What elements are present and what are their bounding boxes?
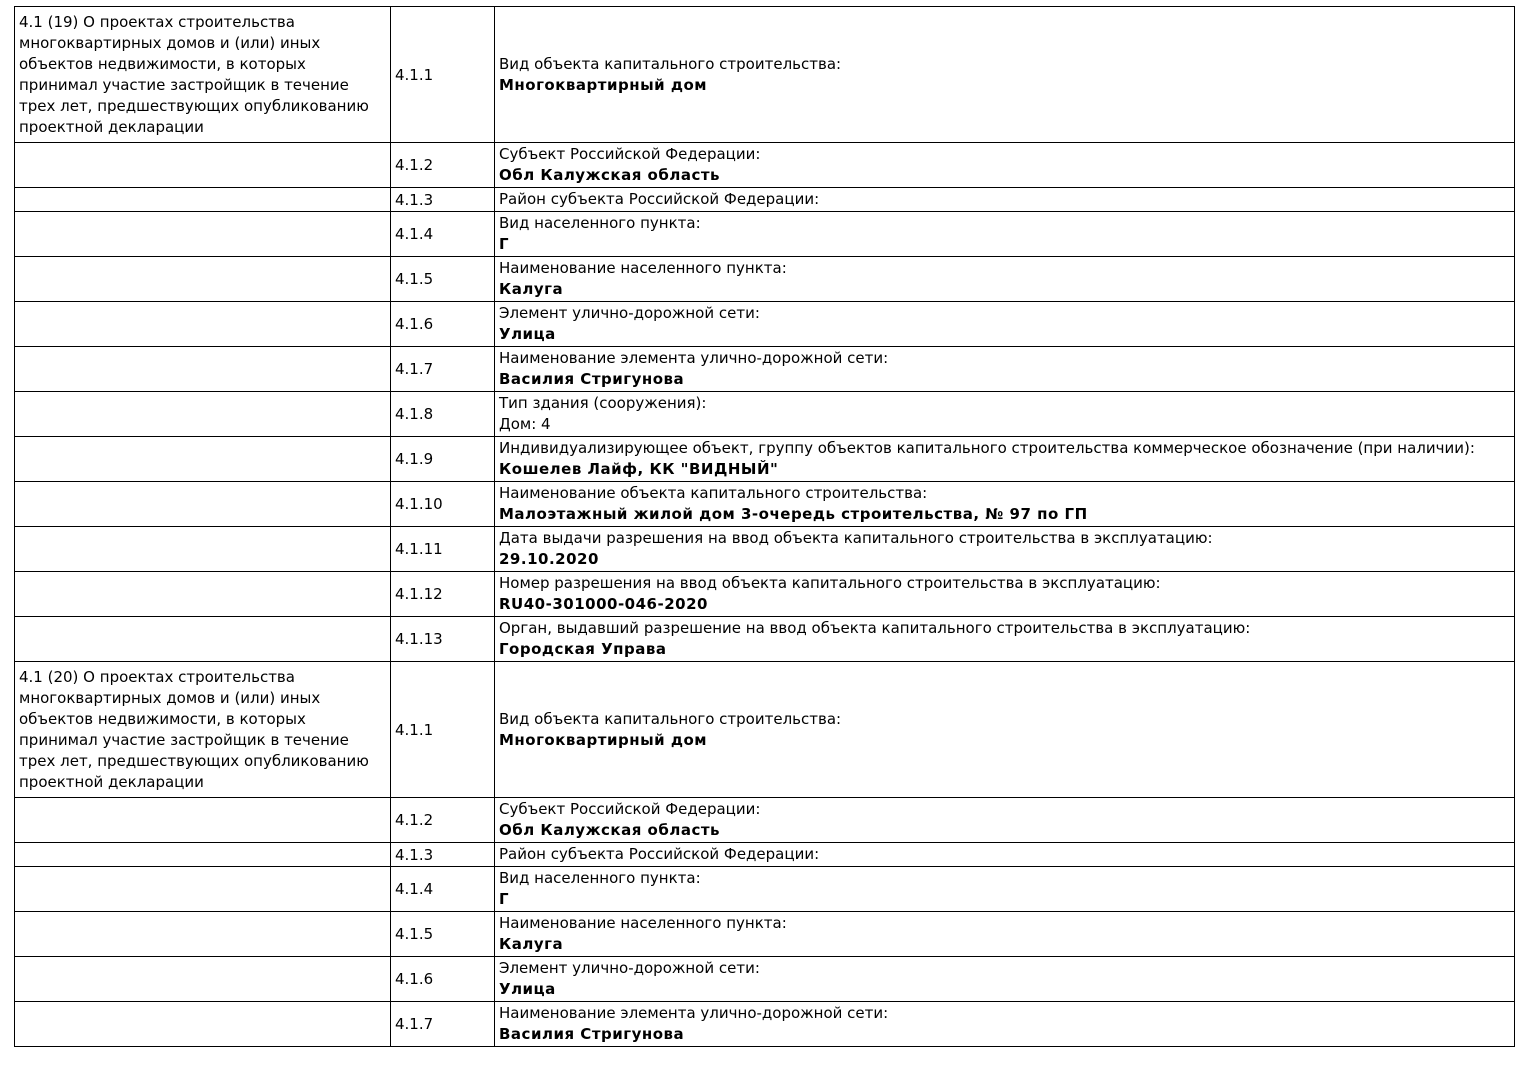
field-value: Дом: 4 — [499, 415, 551, 433]
section-title-empty-cell — [15, 867, 391, 912]
table-row — [15, 867, 1515, 912]
table-row — [15, 912, 1515, 957]
row-code-cell: 4.1.9 — [391, 437, 495, 482]
field-value: Г — [499, 890, 510, 908]
field-value: 29.10.2020 — [499, 550, 599, 568]
row-code-cell: 4.1.13 — [391, 617, 495, 662]
field-value: Улица — [499, 325, 556, 343]
section-title-empty-cell — [15, 212, 391, 257]
section-title-empty-cell — [15, 617, 391, 662]
section-title-empty-cell — [15, 482, 391, 527]
table-row — [15, 347, 1515, 392]
row-content-cell — [495, 527, 1515, 572]
project-declaration-table — [14, 6, 1515, 1047]
row-code-cell: 4.1.3 — [391, 843, 495, 867]
table-row — [15, 188, 1515, 212]
row-content-cell — [495, 188, 1515, 212]
row-code-cell: 4.1.1 — [391, 662, 495, 798]
field-label: Наименование элемента улично-дорожной сети: — [499, 349, 889, 367]
table-row — [15, 7, 1515, 143]
field-value: Обл Калужская область — [499, 821, 721, 839]
field-label: Номер разрешения на ввод объекта капитального строительства в эксплуатацию: — [499, 574, 1161, 592]
field-label: Наименование населенного пункта: — [499, 914, 787, 932]
table-row — [15, 302, 1515, 347]
section-title-empty-cell — [15, 347, 391, 392]
section-title-cell: 4.1 (20) О проектах строительства многоквартирных домов и (или) иных объектов недвижимости, в которых принимал участие застройщик в течение трех лет, предшествующих опубликованию проектной декларации — [15, 662, 391, 798]
row-code-cell: 4.1.12 — [391, 572, 495, 617]
section-title-empty-cell — [15, 843, 391, 867]
field-label: Орган, выдавший разрешение на ввод объекта капитального строительства в эксплуатацию: — [499, 619, 1251, 637]
row-code-cell: 4.1.4 — [391, 867, 495, 912]
field-label: Район субъекта Российской Федерации: — [499, 190, 820, 208]
row-content-cell — [495, 798, 1515, 843]
field-value: Калуга — [499, 280, 564, 298]
table-row — [15, 843, 1515, 867]
field-label: Элемент улично-дорожной сети: — [499, 304, 760, 322]
field-label: Субъект Российской Федерации: — [499, 800, 761, 818]
field-label: Индивидуализирующее объект, группу объектов капитального строительства коммерческое обозначение (при наличии): — [499, 439, 1475, 457]
row-code-cell: 4.1.2 — [391, 143, 495, 188]
table-row — [15, 1002, 1515, 1047]
row-content-cell — [495, 843, 1515, 867]
row-code-cell: 4.1.3 — [391, 188, 495, 212]
table-row — [15, 212, 1515, 257]
row-code-cell: 4.1.4 — [391, 212, 495, 257]
row-content-cell — [495, 212, 1515, 257]
field-value: Василия Стригунова — [499, 1025, 685, 1043]
row-content-cell — [495, 257, 1515, 302]
table-row — [15, 662, 1515, 798]
field-value: Обл Калужская область — [499, 166, 721, 184]
field-value: Кошелев Лайф, КК "ВИДНЫЙ" — [499, 460, 779, 478]
field-value: Улица — [499, 980, 556, 998]
table-row — [15, 482, 1515, 527]
table-row — [15, 257, 1515, 302]
field-label: Вид объекта капитального строительства: — [499, 709, 842, 728]
row-content-cell — [495, 912, 1515, 957]
field-label: Вид населенного пункта: — [499, 214, 701, 232]
section-title-empty-cell — [15, 1002, 391, 1047]
table-row — [15, 392, 1515, 437]
row-content-cell — [495, 392, 1515, 437]
table-body — [15, 7, 1515, 1047]
field-value: Городская Управа — [499, 640, 667, 658]
table-row — [15, 957, 1515, 1002]
row-code-cell: 4.1.6 — [391, 957, 495, 1002]
row-content-cell — [495, 662, 1515, 798]
section-title-empty-cell — [15, 957, 391, 1002]
field-value: RU40-301000-046-2020 — [499, 595, 708, 613]
row-content-cell — [495, 347, 1515, 392]
row-content-cell — [495, 143, 1515, 188]
row-code-cell: 4.1.10 — [391, 482, 495, 527]
row-content-cell — [495, 572, 1515, 617]
row-code-cell: 4.1.8 — [391, 392, 495, 437]
field-value: Калуга — [499, 935, 564, 953]
row-content-cell — [495, 7, 1515, 143]
section-title-cell: 4.1 (19) О проектах строительства многоквартирных домов и (или) иных объектов недвижимости, в которых принимал участие застройщик в течение трех лет, предшествующих опубликованию проектной декларации — [15, 7, 391, 143]
table-row — [15, 617, 1515, 662]
section-title-empty-cell — [15, 143, 391, 188]
row-content-cell — [495, 1002, 1515, 1047]
row-code-cell: 4.1.2 — [391, 798, 495, 843]
row-code-cell: 4.1.11 — [391, 527, 495, 572]
section-title-empty-cell — [15, 257, 391, 302]
section-title-empty-cell — [15, 188, 391, 212]
field-value: Малоэтажный жилой дом 3-очередь строительства, № 97 по ГП — [499, 505, 1088, 523]
section-title-empty-cell — [15, 527, 391, 572]
field-label: Наименование населенного пункта: — [499, 259, 787, 277]
section-title-empty-cell — [15, 798, 391, 843]
row-code-cell: 4.1.7 — [391, 1002, 495, 1047]
field-label: Наименование объекта капитального строительства: — [499, 484, 928, 502]
row-code-cell: 4.1.6 — [391, 302, 495, 347]
table-row — [15, 798, 1515, 843]
field-label: Субъект Российской Федерации: — [499, 145, 761, 163]
field-label: Тип здания (сооружения): — [499, 394, 707, 412]
field-label: Элемент улично-дорожной сети: — [499, 959, 760, 977]
row-content-cell — [495, 957, 1515, 1002]
row-content-cell — [495, 482, 1515, 527]
field-value: Многоквартирный дом — [499, 75, 708, 94]
section-title-empty-cell — [15, 437, 391, 482]
section-title-empty-cell — [15, 392, 391, 437]
row-content-cell — [495, 302, 1515, 347]
field-label: Вид населенного пункта: — [499, 869, 701, 887]
row-code-cell: 4.1.5 — [391, 912, 495, 957]
section-title-empty-cell — [15, 302, 391, 347]
section-title-empty-cell — [15, 572, 391, 617]
field-value: Василия Стригунова — [499, 370, 685, 388]
table-row — [15, 437, 1515, 482]
table-row — [15, 143, 1515, 188]
field-value: Г — [499, 235, 510, 253]
field-value: Многоквартирный дом — [499, 730, 708, 749]
field-label: Дата выдачи разрешения на ввод объекта капитального строительства в эксплуатацию: — [499, 529, 1213, 547]
field-label: Наименование элемента улично-дорожной сети: — [499, 1004, 889, 1022]
table-row — [15, 527, 1515, 572]
field-label: Район субъекта Российской Федерации: — [499, 845, 820, 863]
row-code-cell: 4.1.1 — [391, 7, 495, 143]
table-row — [15, 572, 1515, 617]
row-content-cell — [495, 867, 1515, 912]
row-code-cell: 4.1.7 — [391, 347, 495, 392]
row-content-cell — [495, 617, 1515, 662]
row-content-cell — [495, 437, 1515, 482]
section-title-empty-cell — [15, 912, 391, 957]
field-label: Вид объекта капитального строительства: — [499, 54, 842, 73]
row-code-cell: 4.1.5 — [391, 257, 495, 302]
